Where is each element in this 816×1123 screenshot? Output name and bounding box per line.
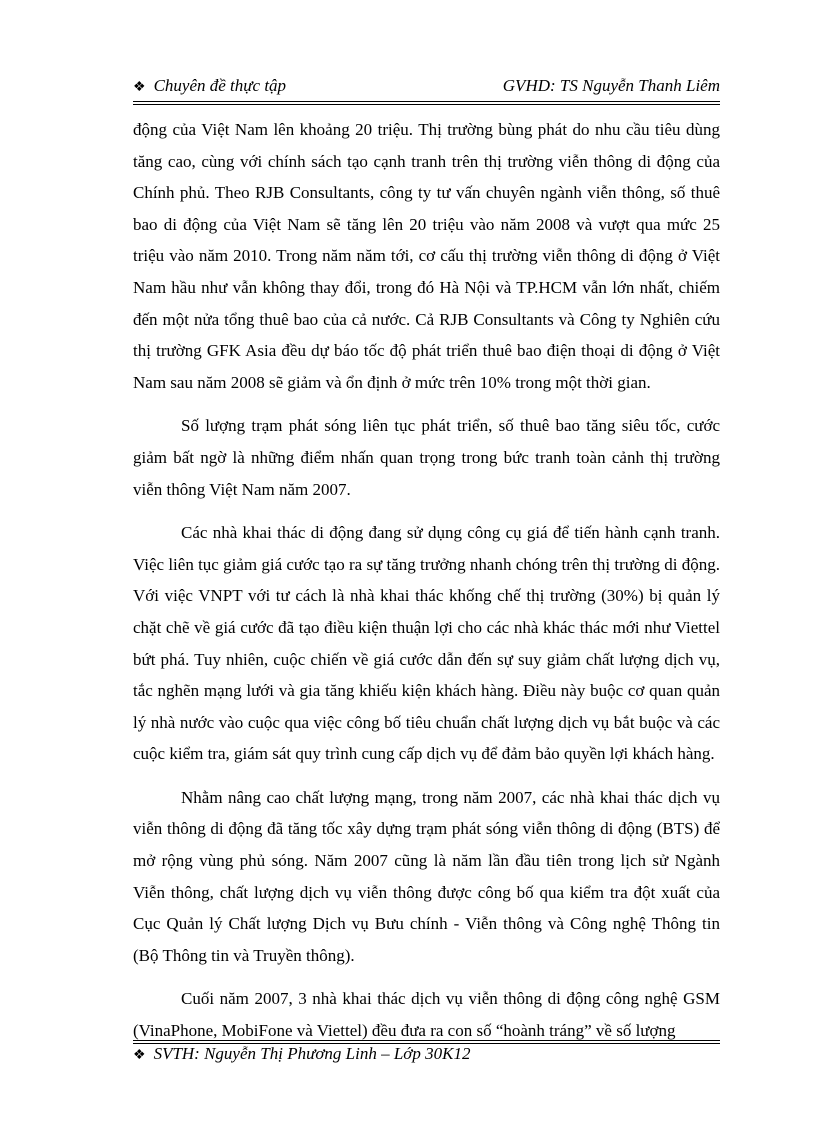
paragraph-4: Nhằm nâng cao chất lượng mạng, trong năm 2007, các nhà khai thác dịch vụ viễn thông di động đã tăng tốc xây dựng trạm phát sóng viễn thông di động (BTS) để mở rộng vùng phủ sóng. Năm 2007 cũng là năm lần đầu tiên trong lịch sử Ngành Viễn thông, chất lượng dịch vụ viễn thông được công bố qua kiểm tra đột xuất của Cục Quản lý Chất lượng Dịch vụ Bưu chính - Viễn thông và Công nghệ Thông tin (Bộ Thông tin và Truyền thông). <box>133 787 720 965</box>
header-left <box>133 76 286 96</box>
page-header <box>133 76 720 100</box>
diamond-bullet-icon: ❖ <box>133 1048 146 1063</box>
paragraph-1: động của Việt Nam lên khoảng 20 triệu. Thị trường bùng phát do nhu cầu tiêu dùng tăng cao, cùng với chính sách tạo cạnh tranh trên thị trường viễn thông di động của Chính phủ. Theo RJB Consultants, công ty tư vấn chuyên ngành viễn thông, số thuê bao di động của Việt Nam sẽ tăng lên 20 triệu vào năm 2008 và vượt qua mức 25 triệu vào năm 2010. Trong năm năm tới, cơ cấu thị trường viễn thông di động ở Việt Nam hầu như vẫn không thay đổi, trong đó Hà Nội và TP.HCM vẫn lớn nhất, chiếm đến một nửa tổng thuê bao của cả nước. Cả RJB Consultants và Công ty Nghiên cứu thị trường GFK Asia đều dự báo tốc độ phát triển thuê bao điện thoại di động ở Việt Nam sau năm 2008 sẽ giảm và ổn định ở mức trên 10% trong một thời gian. <box>133 120 720 392</box>
header-right-title: GVHD: TS Nguyễn Thanh Liêm <box>502 76 720 95</box>
document-body <box>133 114 720 1059</box>
paragraph-3: Các nhà khai thác di động đang sử dụng công cụ giá để tiến hành cạnh tranh. Việc liên tục giảm giá cước tạo ra sự tăng trưởng nhanh chóng trên thị trường di động. Với việc VNPT với tư cách là nhà khai thác khống chế thị trường (30%) bị quản lý chặt chẽ về giá cước đã tạo điều kiện thuận lợi cho các nhà khác thác mới như Viettel bứt phá. Tuy nhiên, cuộc chiến về giá cước dẫn đến sự suy giảm chất lượng dịch vụ, tắc nghẽn mạng lưới và gia tăng khiếu kiện khách hàng. Điều này buộc cơ quan quản lý nhà nước vào cuộc qua việc công bố tiêu chuẩn chất lượng dịch vụ bắt buộc và các cuộc kiểm tra, giám sát quy trình cung cấp dịch vụ để đảm bảo quyền lợi khách hàng. <box>133 523 720 764</box>
footer-text: SVTH: Nguyễn Thị Phương Linh – Lớp 30K12 <box>153 1044 471 1063</box>
header-rule <box>133 101 720 105</box>
header-left-title: Chuyên đề thực tập <box>153 76 287 95</box>
diamond-bullet-icon: ❖ <box>133 80 146 95</box>
paragraph-2: Số lượng trạm phát sóng liên tục phát triển, số thuê bao tăng siêu tốc, cước giảm bất ngờ là những điểm nhấn quan trọng trong bức tranh toàn cảnh thị trường viễn thông Việt Nam năm 2007. <box>133 416 720 499</box>
paragraph-5: Cuối năm 2007, 3 nhà khai thác dịch vụ viễn thông di động công nghệ GSM (VinaPhone, MobiFone và Viettel) đều đưa ra con số “hoành tráng” về số lượng <box>133 989 720 1041</box>
page-footer <box>133 1044 470 1064</box>
